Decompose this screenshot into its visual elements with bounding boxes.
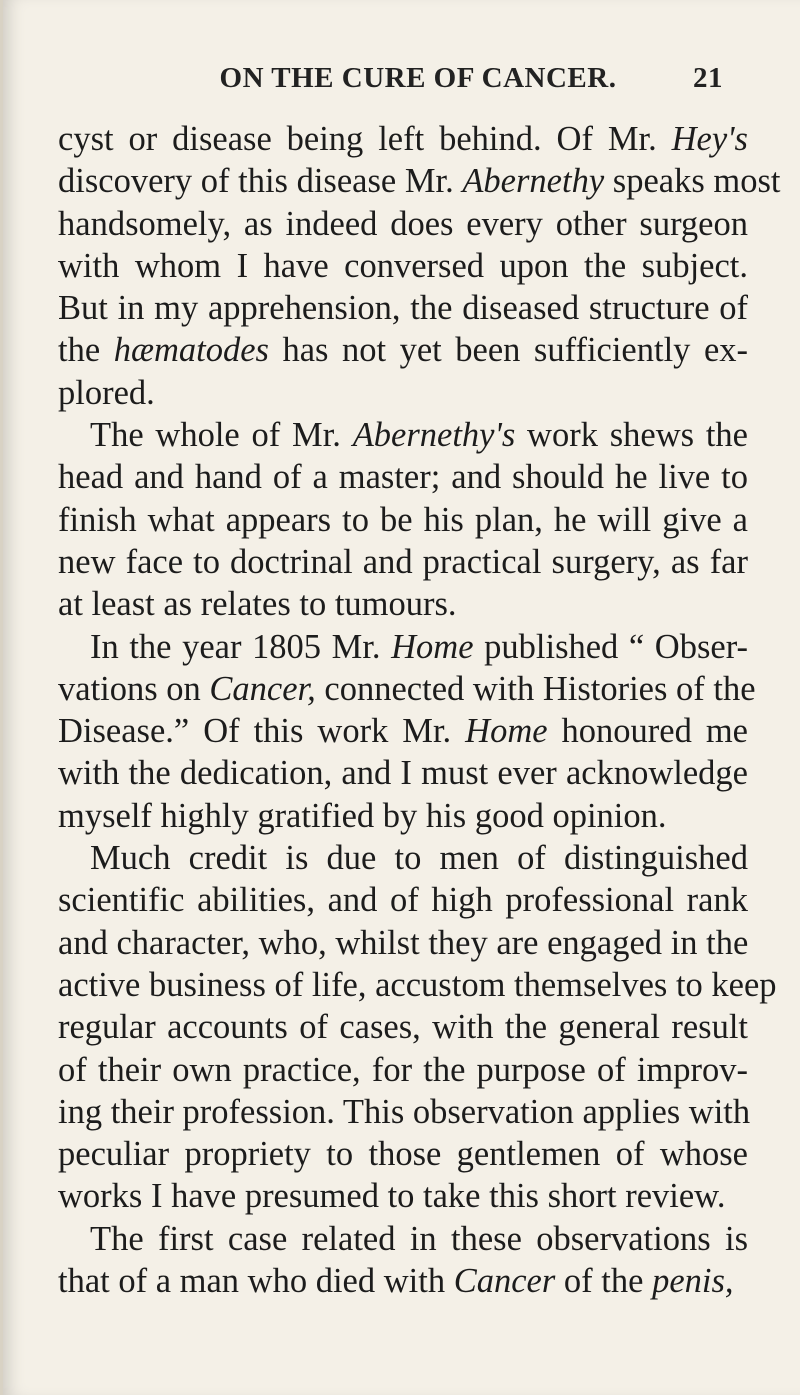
text-line <box>58 1218 748 1260</box>
text-run: myself highly gratified by his good opinion. <box>58 796 667 835</box>
italic-text: Cancer, <box>209 669 316 708</box>
italic-text: Abernethy <box>462 162 605 201</box>
text-line <box>58 414 748 456</box>
text-run: scientific abilities, and of high professional rank <box>58 881 748 920</box>
text-run: that of a man who died with <box>58 1262 454 1301</box>
text-run: regular accounts of cases, with the general result <box>58 1008 748 1047</box>
italic-text: hæmatodes <box>113 331 269 370</box>
text-line <box>58 795 748 837</box>
body-text <box>58 118 781 1302</box>
text-run: head and hand of a master; and should he live to <box>58 458 748 497</box>
text-line <box>58 203 748 245</box>
text-run: connected with Histories of the <box>315 669 756 708</box>
text-line <box>58 1006 748 1048</box>
text-run: plored. <box>58 373 155 412</box>
text-run: and character, who, whilst they are engaged in the <box>58 923 749 962</box>
text-run: work shews the <box>515 416 748 455</box>
running-head-title: ON THE CURE OF CANCER. <box>219 62 617 94</box>
italic-text: Home <box>465 712 548 751</box>
text-line <box>58 879 748 921</box>
text-run: cyst or disease being left behind. Of Mr. <box>58 120 672 158</box>
text-run: vations on <box>58 669 210 708</box>
text-line <box>58 118 748 160</box>
text-line <box>58 456 748 498</box>
text-run: handsomely, as indeed does every other surgeon <box>58 204 748 243</box>
text-run: published “ Obser- <box>473 627 749 666</box>
text-line <box>58 752 748 794</box>
text-line <box>58 541 748 583</box>
text-line <box>58 668 756 710</box>
text-line <box>58 372 748 414</box>
running-head <box>113 62 723 98</box>
text-line <box>58 499 748 541</box>
text-line <box>58 287 748 329</box>
text-line <box>58 245 748 287</box>
text-line <box>58 1133 748 1175</box>
text-run: has not yet been sufficiently ex- <box>268 331 748 370</box>
text-line <box>58 922 748 964</box>
italic-text: penis, <box>652 1262 734 1301</box>
text-run: speaks most <box>604 162 781 201</box>
text-run: of their own practice, for the purpose of improv- <box>58 1050 748 1089</box>
text-line <box>58 837 748 879</box>
text-run: discovery of this disease Mr. <box>58 162 463 201</box>
page-number: 21 <box>693 62 723 94</box>
text-line <box>58 1091 751 1133</box>
text-run: Disease.” Of this work Mr. <box>58 712 466 751</box>
text-line <box>58 1175 748 1217</box>
text-run: Much credit is due to men of distinguished <box>90 839 748 878</box>
text-run: honoured me <box>547 712 748 751</box>
italic-text: Cancer <box>453 1262 556 1301</box>
text-run: active business of life, accustom themselves to keep <box>58 965 777 1004</box>
text-run: with whom I have conversed upon the subject. <box>58 246 748 285</box>
text-run: The whole of Mr. <box>90 416 353 455</box>
text-line <box>58 1260 748 1302</box>
italic-text: Abernethy's <box>352 416 516 455</box>
text-run: the <box>58 331 114 370</box>
text-line <box>58 329 748 371</box>
text-run: The first case related in these observations is <box>90 1219 748 1258</box>
text-line <box>58 1049 748 1091</box>
text-run: In the year 1805 Mr. <box>90 627 392 666</box>
text-run: ing their profession. This observation applies with <box>58 1092 751 1131</box>
italic-text: Home <box>391 627 474 666</box>
text-run: with the dedication, and I must ever acknowledge <box>58 754 748 793</box>
text-run: peculiar propriety to those gentlemen of whose <box>58 1135 748 1174</box>
text-line <box>58 964 777 1006</box>
italic-text: Hey's <box>671 120 748 158</box>
text-line <box>58 710 748 752</box>
text-run: finish what appears to be his plan, he will give a <box>58 500 748 539</box>
text-line <box>58 160 781 202</box>
text-line <box>58 583 748 625</box>
text-run: new face to doctrinal and practical surgery, as far <box>58 542 748 581</box>
text-run: But in my apprehension, the diseased structure of <box>58 289 748 328</box>
text-run: works I have presumed to take this short review. <box>58 1177 726 1216</box>
text-run: at least as relates to tumours. <box>58 585 457 624</box>
text-line <box>58 626 748 668</box>
text-run: of the <box>555 1262 653 1301</box>
